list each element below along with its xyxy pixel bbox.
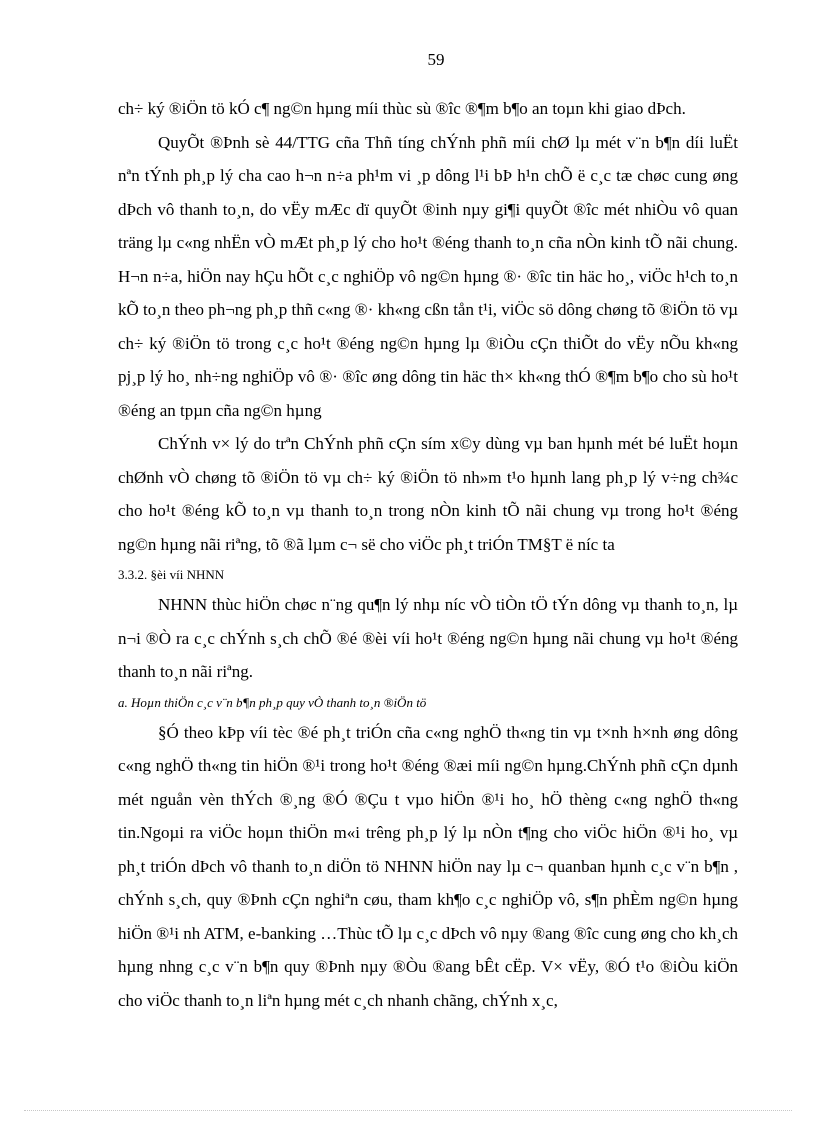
body-paragraph-5: §Ó theo kÞp víi tèc ®é ph¸t triÓn cña c«ng nghÖ th«ng tin vµ t×nh h×nh øng dông c«ng nghÖ th«ng tin hiÖn ®¹i trong ho¹t ®éng ®æi míi ng©n hµng.ChÝnh phñ cÇn dµnh mét nguån vèn thÝch ®¸ng ®Ó ®Çu t vµo hiÖn ®¹i ho¸ hÖ thèng c«ng nghÖ th«ng tin.Ngoµi ra viÖc hoµn thiÖn m«i trêng ph¸p lý lµ nÒn t¶ng cho viÖc hiÖn ®¹i ho¸ vµ ph¸t triÓn dÞch vô thanh to¸n diÖn tö NHNN hiÖn nay lµ c¬ quanban hµnh c¸c v¨n b¶n , chÝnh s¸ch, quy ®Þnh cÇn nghiªn cøu, tham kh¶o c¸c nghiÖp vô, s¶n phÈm ng©n hµng hiÖn ®¹i nh ATM, e-banking …Thùc tÕ lµ c¸c dÞch vô nµy ®ang ®îc cung øng cho kh¸ch hµng nhng c¸c v¨n b¶n quy ®Þnh nµy ®Òu ®ang bÊt cËp. V× vËy, ®Ó t¹o ®iÒu kiÖn cho viÖc thanh to¸n liªn hµng mét c¸ch nhanh chãng, chÝnh x¸c, [118, 722, 738, 1010]
body-paragraph-2: QuyÕt ®Þnh sè 44/TTG cña Thñ tíng chÝnh phñ míi chØ lµ mét v¨n b¶n díi luËt nªn tÝnh ph¸p lý cha cao h¬n n÷a ph¹m vi ¸p dông l¹i bÞ h¹n chÕ ë c¸c tæ chøc cung øng dÞch vô thanh to¸n, do vËy mÆc dï quyÕt ®inh nµy gi¶i quyÕt ®îc mét nhiÒu vô quan träng lµ c«ng nhËn vÒ mÆt ph¸p lý cho ho¹t ®éng thanh to¸n cña nÒn kinh tÕ nãi chung. H¬n n÷a, hiÖn nay hÇu hÕt c¸c nghiÖp vô ng©n hµng ®· ®îc tin häc ho¸, viÖc h¹ch to¸n kÕ to¸n theo ph¬ng ph¸p thñ c«ng ®· kh«ng cßn tån t¹i, viÖc sö dông chøng tõ ®iÖn tö vµ ch÷ ký ®iÖn tö trong c¸c ho¹t ®éng ng©n hµng lµ ®iÒu cÇn thiÕt do vËy nÕu kh«ng pj¸p lý ho¸ nh÷ng nghiÖp vô ®· ®îc øng dông tin häc th× kh«ng thÓ ®¶m b¶o cho sù ho¹t ®éng an tpµn cña ng©n hµng [118, 132, 738, 420]
body-paragraph-3: ChÝnh v× lý do trªn ChÝnh phñ cÇn sím x©y dùng vµ ban hµnh mét bé luËt hoµn chØnh vÒ chøng tõ ®iÖn tö vµ ch÷ ký ®iÖn tö nh»m t¹o hµnh lang ph¸p lý v÷ng ch¾c cho ho¹t ®éng kÕ to¸n vµ thanh to¸n trong nÒn kinh tÕ nãi chung vµ trong ho¹t ®éng ng©n hµng nãi riªng, tõ ®ã lµm c¬ së cho viÖc ph¸t triÓn TM§T ë níc ta [118, 434, 738, 554]
document-body [118, 92, 738, 1017]
page-number: 59 [427, 50, 445, 69]
subsection-heading: a. Hoµn thiÖn c¸c v¨n b¶n ph¸p quy vÒ thanh to¸n ®iÖn tö [118, 694, 427, 710]
page-bottom-divider [24, 1110, 792, 1111]
section-heading: 3.3.2. §èi víi NHNN [118, 567, 225, 582]
body-paragraph-1: ch÷ ký ®iÖn tö kÓ c¶ ng©n hµng míi thùc sù ®îc ®¶m b¶o an toµn khi giao dÞch. [118, 99, 686, 118]
body-paragraph-4: NHNN thùc hiÖn chøc n¨ng qu¶n lý nhµ níc vÒ tiÒn tÖ tÝn dông vµ thanh to¸n, lµ n¬i ®Ò ra c¸c chÝnh s¸ch chÕ ®é ®èi víi ho¹t ®éng ng©n hµng nãi chung vµ ho¹t ®éng thanh to¸n nãi riªng. [118, 595, 738, 681]
